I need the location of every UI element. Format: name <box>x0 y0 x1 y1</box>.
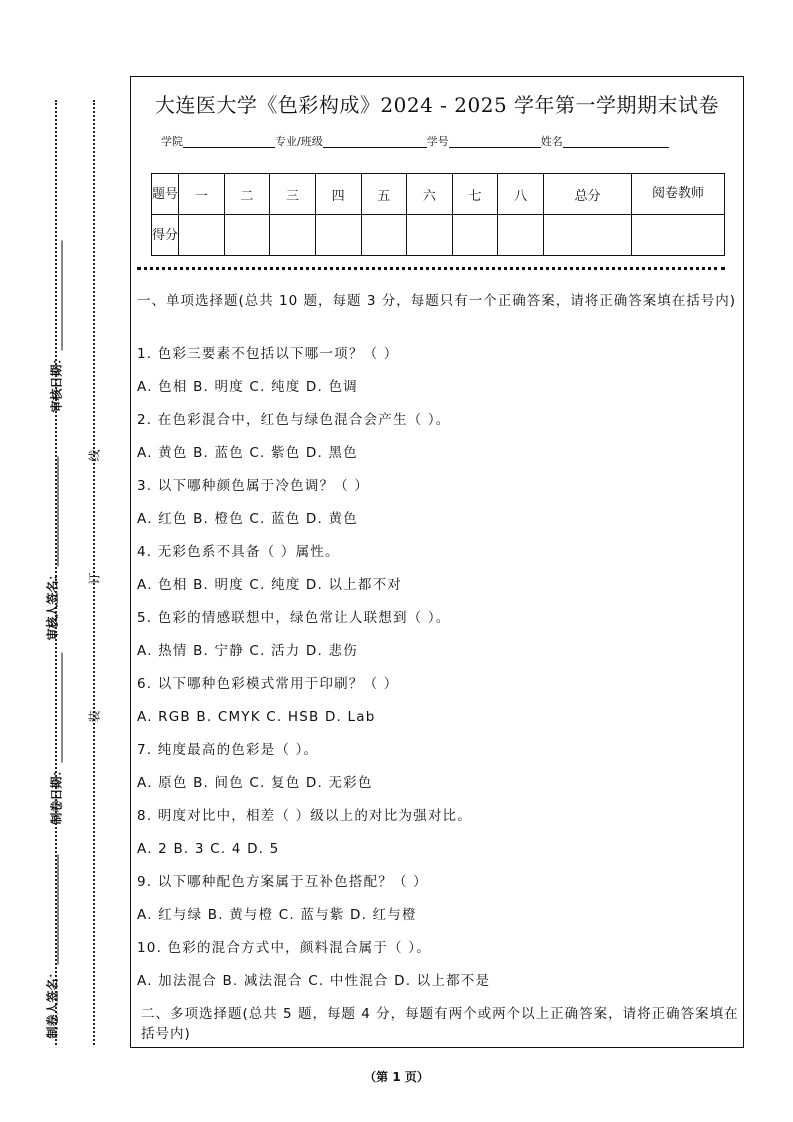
options-9: A. 红与绿 B. 黄与橙 C. 蓝与紫 D. 红与橙 <box>137 907 417 923</box>
exam-frame <box>130 76 744 1048</box>
paper-date-label: 制卷日期： <box>48 652 65 824</box>
binding-char-line: 线 <box>87 449 102 462</box>
options-5: A. 热情 B. 宁静 C. 活力 D. 悲伤 <box>137 643 358 659</box>
question-number-header: 题号 <box>152 174 179 215</box>
score-cell[interactable] <box>452 215 498 256</box>
score-cell[interactable] <box>315 215 361 256</box>
college-field[interactable] <box>183 135 275 148</box>
score-col-3: 三 <box>270 174 316 215</box>
options-10: A. 加法混合 B. 减法混合 C. 中性混合 D. 以上都不是 <box>137 973 491 989</box>
options-6: A. RGB B. CMYK C. HSB D. Lab <box>137 709 376 725</box>
section1-heading: 一、单项选择题(总共 10 题，每题 3 分，每题只有一个正确答案，请将正确答案填在括号内) <box>137 293 736 309</box>
question-1: 1. 色彩三要素不包括以下哪一项？（ ） <box>137 346 399 362</box>
score-col-grader: 阅卷教师 <box>632 174 725 215</box>
score-col-8: 八 <box>498 174 544 215</box>
score-cell[interactable] <box>544 215 632 256</box>
score-cell[interactable] <box>224 215 270 256</box>
question-6: 6. 以下哪种色彩模式常用于印刷？（ ） <box>137 676 399 692</box>
student-id-label: 学号 <box>426 135 449 148</box>
score-col-4: 四 <box>315 174 361 215</box>
student-info-row <box>161 133 669 149</box>
question-8: 8. 明度对比中，相差（ ）级以上的对比为强对比。 <box>137 808 472 824</box>
name-field[interactable] <box>563 135 669 148</box>
score-col-1: 一 <box>179 174 225 215</box>
score-table-header-row <box>152 174 725 215</box>
paper-maker-signature-label: 制卷人签名： <box>44 854 61 1038</box>
options-3: A. 红色 B. 橙色 C. 蓝色 D. 黄色 <box>137 511 358 527</box>
score-cell[interactable] <box>498 215 544 256</box>
question-9: 9. 以下哪种配色方案属于互补色搭配？（ ） <box>137 874 428 890</box>
score-col-2: 二 <box>224 174 270 215</box>
question-5: 5. 色彩的情感联想中，绿色常让人联想到（ ）。 <box>137 610 451 626</box>
binding-char-staple: 订 <box>87 572 102 585</box>
reviewer-signature-label: 审核人签名： <box>44 456 61 640</box>
options-4: A. 色相 B. 明度 C. 纯度 D. 以上都不对 <box>137 577 402 593</box>
score-cell[interactable] <box>270 215 316 256</box>
question-10: 10. 色彩的混合方式中，颜料混合属于（ ）。 <box>137 940 431 956</box>
question-4: 4. 无彩色系不具备（ ）属性。 <box>137 544 340 560</box>
question-7: 7. 纯度最高的色彩是（ ）。 <box>137 742 319 758</box>
section-divider <box>137 267 725 270</box>
major-class-label: 专业/班级 <box>275 135 323 148</box>
name-label: 姓名 <box>540 135 563 148</box>
options-7: A. 原色 B. 间色 C. 复色 D. 无彩色 <box>137 775 373 791</box>
score-col-total: 总分 <box>544 174 632 215</box>
score-col-7: 七 <box>452 174 498 215</box>
college-label: 学院 <box>161 135 183 148</box>
score-cell[interactable] <box>179 215 225 256</box>
score-col-5: 五 <box>361 174 407 215</box>
score-table <box>151 173 725 256</box>
score-table-score-row <box>152 215 725 256</box>
major-class-field[interactable] <box>323 135 427 148</box>
student-id-field[interactable] <box>449 135 541 148</box>
score-row-label: 得分 <box>152 215 179 256</box>
options-2: A. 黄色 B. 蓝色 C. 紫色 D. 黑色 <box>137 445 358 461</box>
review-date-label: 审核日期： <box>48 240 65 412</box>
score-col-6: 六 <box>407 174 453 215</box>
score-cell[interactable] <box>407 215 453 256</box>
section2-heading: 二、多项选择题(总共 5 题，每题 4 分，每题有两个或两个以上正确答案，请将正确答案填在括号内) <box>141 1006 739 1042</box>
question-3: 3. 以下哪种颜色属于冷色调？（ ） <box>137 478 370 494</box>
question-2: 2. 在色彩混合中，红色与绿色混合会产生（ ）。 <box>137 412 451 428</box>
score-cell[interactable] <box>361 215 407 256</box>
exam-title: 大连医大学《色彩构成》2024 - 2025 学年第一学期期末试卷 <box>154 93 720 117</box>
options-8: A. 2 B. 3 C. 4 D. 5 <box>137 841 280 857</box>
options-1: A. 色相 B. 明度 C. 纯度 D. 色调 <box>137 379 358 395</box>
score-cell[interactable] <box>632 215 725 256</box>
binding-char-bind: 装 <box>87 710 102 723</box>
page-number: （第 1 页） <box>364 1070 429 1084</box>
